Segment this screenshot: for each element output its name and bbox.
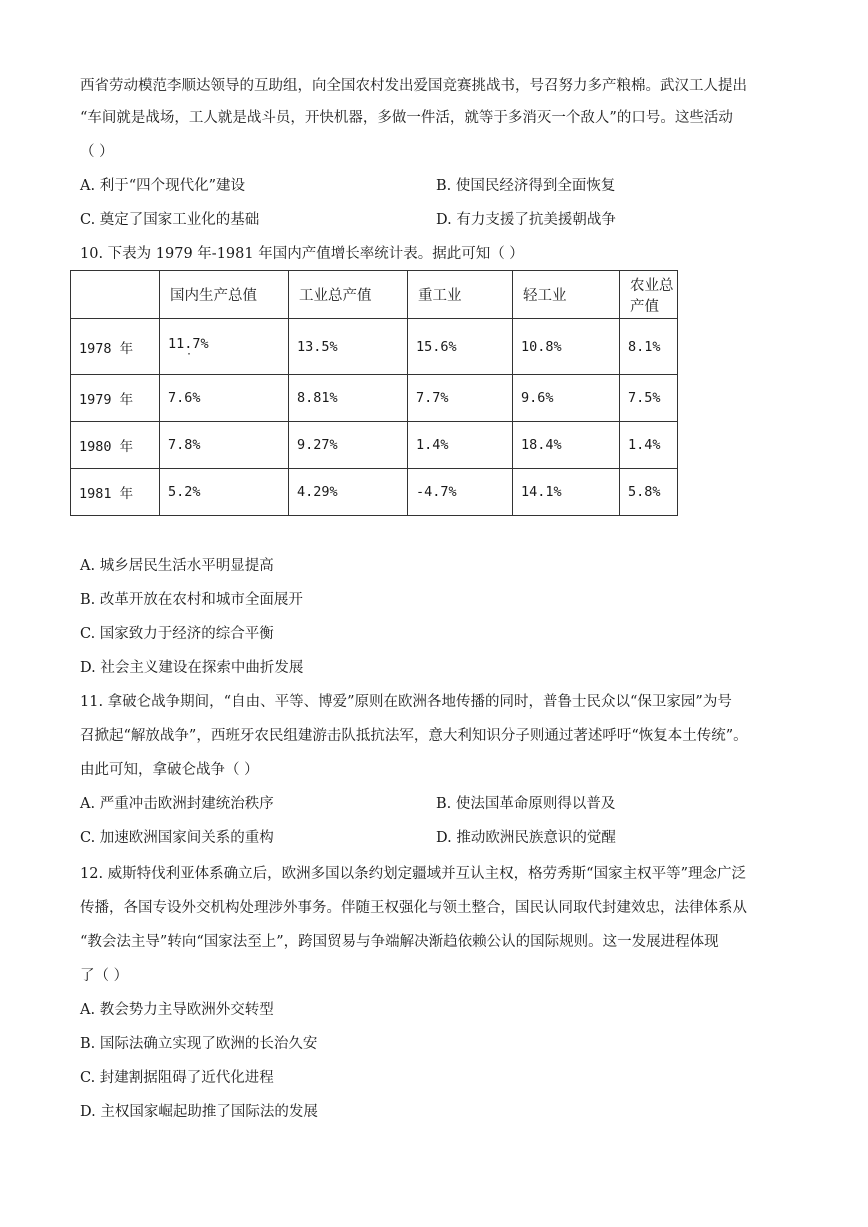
q9-stem-line-3: （ ） — [80, 144, 114, 160]
table-header-row — [71, 271, 678, 319]
table-cell: -4.7% — [408, 469, 513, 516]
q12-stem-line-4: 了（ ） — [80, 968, 129, 984]
q10-option-c[interactable]: C. 国家致力于经济的综合平衡 — [80, 626, 274, 642]
q12-option-a[interactable]: A. 教会势力主导欧洲外交转型 — [80, 1002, 274, 1018]
table-header-cell: 工业总产值 — [289, 271, 408, 319]
q9-option-d[interactable]: D. 有力支援了抗美援朝战争 — [436, 212, 616, 228]
table-header-cell: 重工业 — [408, 271, 513, 319]
q9-stem-line-1: 西省劳动模范李顺达领导的互助组，向全国农村发出爱国竞赛挑战书，号召努力多产粮棉。武汉工人提出 — [80, 78, 747, 94]
q11-options-row-1 — [80, 794, 780, 814]
table-row — [71, 469, 678, 516]
q10-option-b[interactable]: B. 改革开放在农村和城市全面展开 — [80, 592, 303, 608]
q11-stem-line-1: 11. 拿破仑战争期间，“自由、平等、博爱”原则在欧洲各地传播的同时，普鲁士民众以“保卫家园”为号 — [80, 694, 732, 710]
q9-option-a[interactable]: A. 利于“四个现代化”建设 — [80, 178, 246, 194]
table-cell: 8.1% — [620, 319, 678, 375]
q9-stem-line-2: “车间就是战场，工人就是战斗员，开快机器，多做一件活，就等于多消灭一个敌人”的口号。这些活动 — [80, 110, 733, 126]
table-header-cell: 国内生产总值 — [160, 271, 289, 319]
q12-option-b[interactable]: B. 国际法确立实现了欧洲的长治久安 — [80, 1036, 318, 1052]
table-cell: 9.6% — [513, 375, 620, 422]
q12-stem-line-3: “教会法主导”转向“国家法至上”，跨国贸易与争端解决渐趋依赖公认的国际规则。这一发展进程体现 — [80, 934, 719, 950]
table-cell-year: 1980 年 — [71, 422, 160, 469]
q9-option-b[interactable]: B. 使国民经济得到全面恢复 — [436, 178, 616, 194]
q12-option-c[interactable]: C. 封建割据阻碍了近代化进程 — [80, 1070, 274, 1086]
q9-options-row-1 — [80, 176, 780, 196]
table-cell: 7.5% — [620, 375, 678, 422]
q12-option-d[interactable]: D. 主权国家崛起助推了国际法的发展 — [80, 1104, 318, 1120]
q11-option-b[interactable]: B. 使法国革命原则得以普及 — [436, 796, 616, 812]
q12-stem-line-2: 传播，各国专设外交机构处理涉外事务。伴随王权强化与领土整合，国民认同取代封建效忠，法律体系从 — [80, 900, 747, 916]
growth-rate-table — [70, 270, 678, 516]
table-cell: 8.81% — [289, 375, 408, 422]
table-row — [71, 319, 678, 375]
q11-option-a[interactable]: A. 严重冲击欧洲封建统治秩序 — [80, 796, 274, 812]
q9-option-c[interactable]: C. 奠定了国家工业化的基础 — [80, 212, 260, 228]
table-cell-value: 11.7% — [168, 335, 209, 352]
table-cell: 1.4% — [620, 422, 678, 469]
q10-option-d[interactable]: D. 社会主义建设在探索中曲折发展 — [80, 660, 304, 676]
table-cell: 7.6% — [160, 375, 289, 422]
q11-stem-line-3: 由此可知，拿破仑战争（ ） — [80, 762, 259, 778]
table-cell: 1.4% — [408, 422, 513, 469]
table-cell-year: 1978 年 — [71, 319, 160, 375]
table-cell: 7.8% — [160, 422, 289, 469]
q11-stem-line-2: 召掀起“解放战争”，西班牙农民组建游击队抵抗法军，意大利知识分子则通过著述呼吁“恢复本土传统”。 — [80, 728, 748, 744]
table-cell: 14.1% — [513, 469, 620, 516]
q10-stem: 10. 下表为 1979 年-1981 年国内产值增长率统计表。据此可知（ ） — [80, 246, 524, 262]
table-cell — [160, 319, 289, 375]
table-header-cell: 农业总产值 — [620, 271, 678, 319]
q11-options-row-2 — [80, 828, 780, 848]
table-cell-year: 1979 年 — [71, 375, 160, 422]
table-row — [71, 375, 678, 422]
q10-option-a[interactable]: A. 城乡居民生活水平明显提高 — [80, 558, 274, 574]
table-cell: 9.27% — [289, 422, 408, 469]
table-cell: 15.6% — [408, 319, 513, 375]
table-header-cell: 轻工业 — [513, 271, 620, 319]
table-cell: 7.7% — [408, 375, 513, 422]
table-cell: 18.4% — [513, 422, 620, 469]
table-cell: 10.8% — [513, 319, 620, 375]
stray-mark: · — [186, 348, 193, 360]
table-cell: 5.2% — [160, 469, 289, 516]
table-cell: 5.8% — [620, 469, 678, 516]
q9-options-row-2 — [80, 210, 780, 230]
q11-option-c[interactable]: C. 加速欧洲国家间关系的重构 — [80, 830, 274, 846]
table-header-cell — [71, 271, 160, 319]
table-row — [71, 422, 678, 469]
table-cell-year: 1981 年 — [71, 469, 160, 516]
table-cell: 4.29% — [289, 469, 408, 516]
q11-option-d[interactable]: D. 推动欧洲民族意识的觉醒 — [436, 830, 616, 846]
table-cell: 13.5% — [289, 319, 408, 375]
q12-stem-line-1: 12. 威斯特伐利亚体系确立后，欧洲多国以条约划定疆域并互认主权，格劳秀斯“国家主权平等”理念广泛 — [80, 866, 746, 882]
